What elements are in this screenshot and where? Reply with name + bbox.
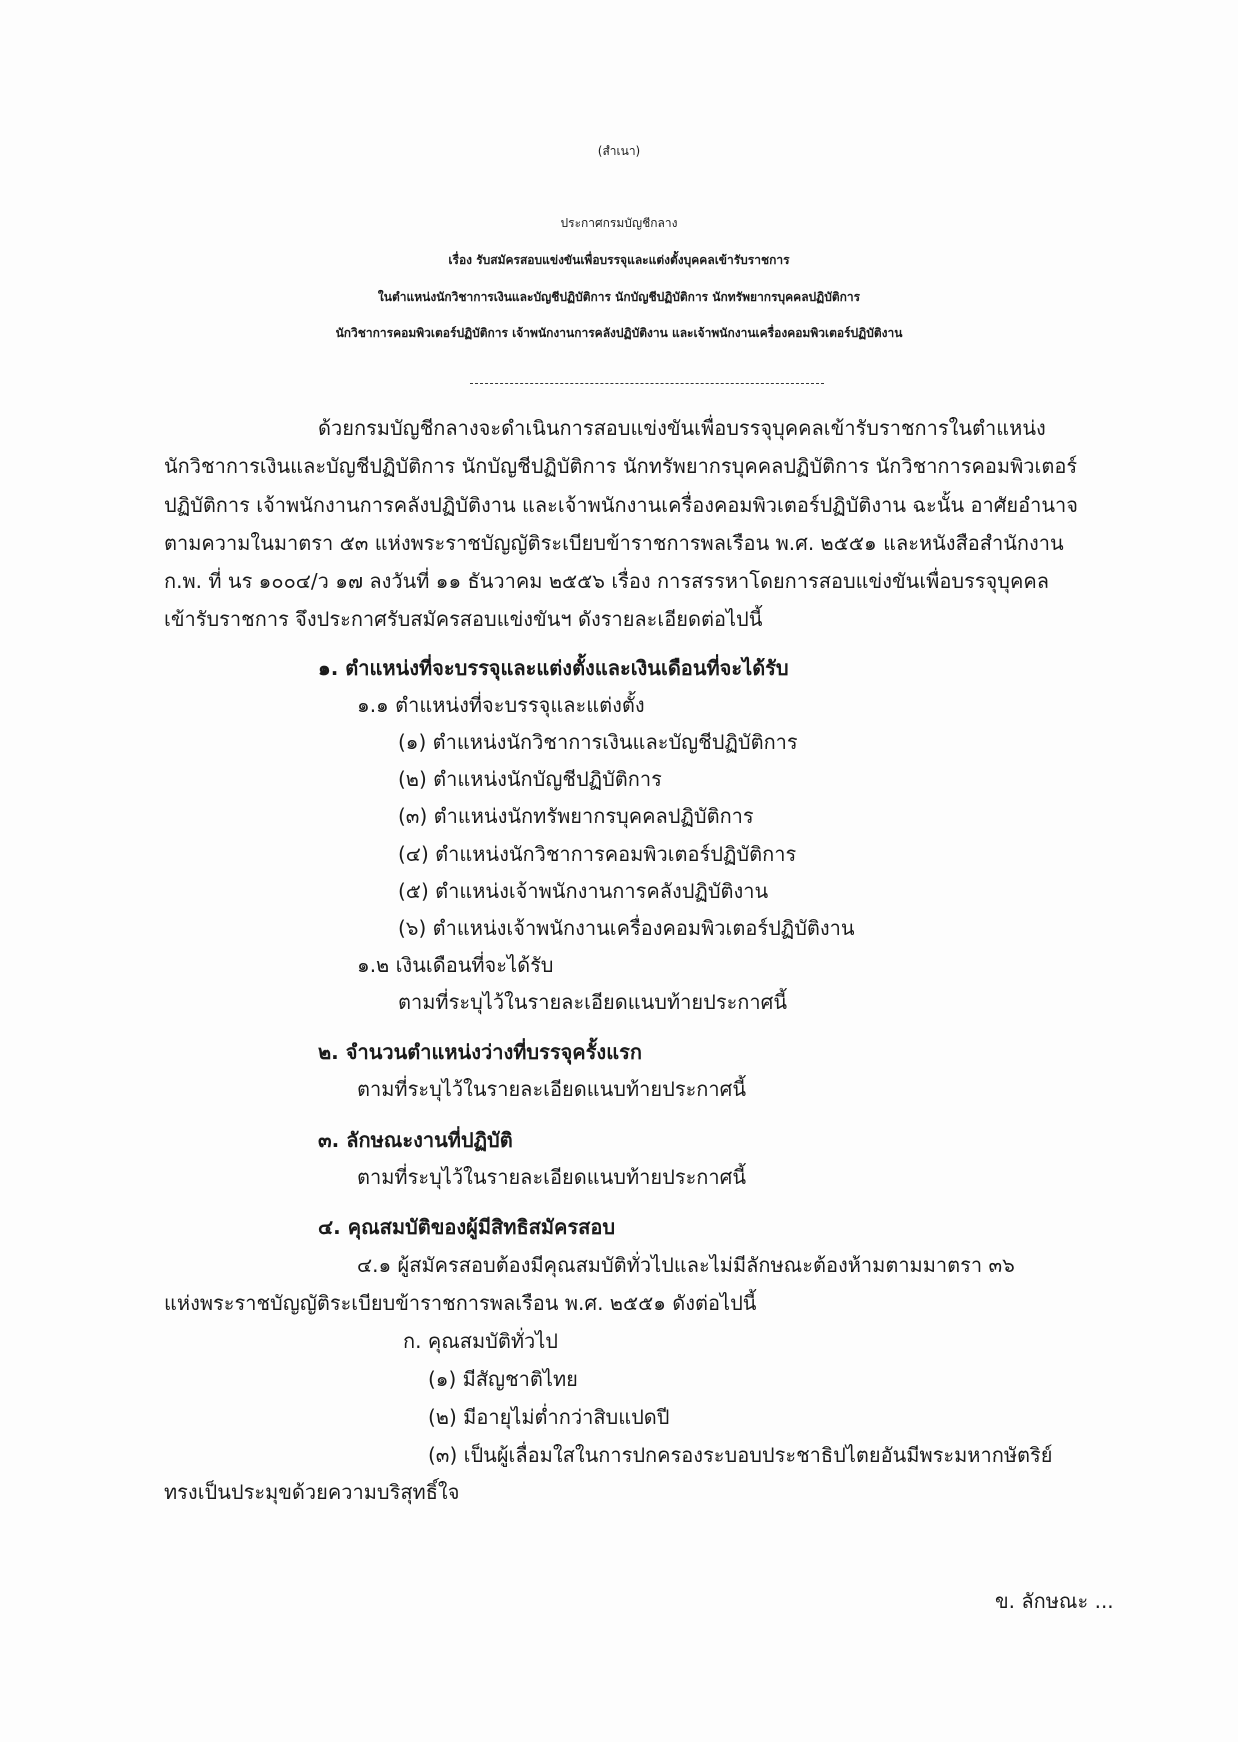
qualification-item: (๓) เป็นผู้เลื่อมใสในการปกครองระบอบประชาธิปไตยอันมีพระมหากษัตริย์ [428, 1443, 1053, 1467]
section-1-2-heading: ๑.๒ เงินเดือนที่จะได้รับ [357, 953, 554, 977]
section-1-1-heading: ๑.๑ ตำแหน่งที่จะบรรจุและแต่งตั้ง [357, 693, 645, 717]
general-qualifications-heading: ก. คุณสมบัติทั่วไป [403, 1329, 558, 1353]
intro-line-5: ก.พ. ที่ นร ๑๐๐๔/ว ๑๗ ลงวันที่ ๑๑ ธันวาคม ๒๕๕๖ เรื่อง การสรรหาโดยการสอบแข่งขันเพื่อบรรจุบุคคล [164, 569, 1049, 593]
copy-mark: (สำเนา) [597, 144, 641, 158]
section-1-2-text: ตามที่ระบุไว้ในรายละเอียดแนบท้ายประกาศนี้ [398, 990, 788, 1014]
position-item: (๑) ตำแหน่งนักวิชาการเงินและบัญชีปฏิบัติการ [398, 730, 798, 754]
intro-line-2: นักวิชาการเงินและบัญชีปฏิบัติการ นักบัญชีปฏิบัติการ นักทรัพยากรบุคคลปฏิบัติการ นักวิชาการคอมพิวเตอร์ [164, 454, 1078, 478]
section-3-heading: ๓. ลักษณะงานที่ปฏิบัติ [318, 1128, 513, 1152]
position-item: (๒) ตำแหน่งนักบัญชีปฏิบัติการ [398, 767, 662, 791]
position-item: (๓) ตำแหน่งนักทรัพยากรบุคคลปฏิบัติการ [398, 804, 754, 828]
qualification-item: (๑) มีสัญชาติไทย [428, 1367, 578, 1391]
section-4-1-line-2: แห่งพระราชบัญญัติระเบียบข้าราชการพลเรือน พ.ศ. ๒๕๕๑ ดังต่อไปนี้ [164, 1291, 757, 1315]
subject-line-3: นักวิชาการคอมพิวเตอร์ปฏิบัติการ เจ้าพนักงานการคลังปฏิบัติงาน และเจ้าพนักงานเครื่องคอมพิวเตอร์ปฏิบัติงาน [335, 326, 903, 340]
announcement-title: ประกาศกรมบัญชีกลาง [560, 216, 678, 230]
position-item: (๖) ตำแหน่งเจ้าพนักงานเครื่องคอมพิวเตอร์ปฏิบัติงาน [398, 916, 855, 940]
intro-line-6: เข้ารับราชการ จึงประกาศรับสมัครสอบแข่งขันฯ ดังรายละเอียดต่อไปนี้ [164, 607, 763, 631]
intro-line-3: ปฏิบัติการ เจ้าพนักงานการคลังปฏิบัติงาน และเจ้าพนักงานเครื่องคอมพิวเตอร์ปฏิบัติงาน ฉะนั้น อาศัยอำนาจ [164, 493, 1079, 517]
position-item: (๔) ตำแหน่งนักวิชาการคอมพิวเตอร์ปฏิบัติการ [398, 842, 797, 866]
header-divider [470, 383, 824, 384]
section-4-1-line-1: ๔.๑ ผู้สมัครสอบต้องมีคุณสมบัติทั่วไปและไม่มีลักษณะต้องห้ามตามมาตรา ๓๖ [357, 1253, 1015, 1277]
section-2-text: ตามที่ระบุไว้ในรายละเอียดแนบท้ายประกาศนี้ [357, 1077, 747, 1101]
page-continuation: ข. ลักษณะ ... [995, 1589, 1114, 1613]
intro-line-1: ด้วยกรมบัญชีกลางจะดำเนินการสอบแข่งขันเพื่อบรรจุบุคคลเข้ารับราชการในตำแหน่ง [318, 416, 1046, 440]
section-1-heading: ๑. ตำแหน่งที่จะบรรจุและแต่งตั้งและเงินเดือนที่จะได้รับ [318, 656, 789, 680]
section-2-heading: ๒. จำนวนตำแหน่งว่างที่บรรจุครั้งแรก [318, 1040, 642, 1064]
section-4-heading: ๔. คุณสมบัติของผู้มีสิทธิสมัครสอบ [318, 1215, 616, 1239]
intro-line-4: ตามความในมาตรา ๕๓ แห่งพระราชบัญญัติระเบียบข้าราชการพลเรือน พ.ศ. ๒๕๕๑ และหนังสือสำนักงาน [164, 531, 1064, 555]
qualification-item: (๒) มีอายุไม่ต่ำกว่าสิบแปดปี [428, 1405, 670, 1429]
position-item: (๕) ตำแหน่งเจ้าพนักงานการคลังปฏิบัติงาน [398, 879, 769, 903]
subject-line-1: เรื่อง รับสมัครสอบแข่งขันเพื่อบรรจุและแต่งตั้งบุคคลเข้ารับราชการ [448, 253, 790, 267]
qualification-item-continued: ทรงเป็นประมุขด้วยความบริสุทธิ์ใจ [164, 1480, 460, 1504]
section-3-text: ตามที่ระบุไว้ในรายละเอียดแนบท้ายประกาศนี้ [357, 1165, 747, 1189]
subject-line-2: ในตำแหน่งนักวิชาการเงินและบัญชีปฏิบัติการ นักบัญชีปฏิบัติการ นักทรัพยากรบุคคลปฏิบัติการ [377, 290, 861, 304]
